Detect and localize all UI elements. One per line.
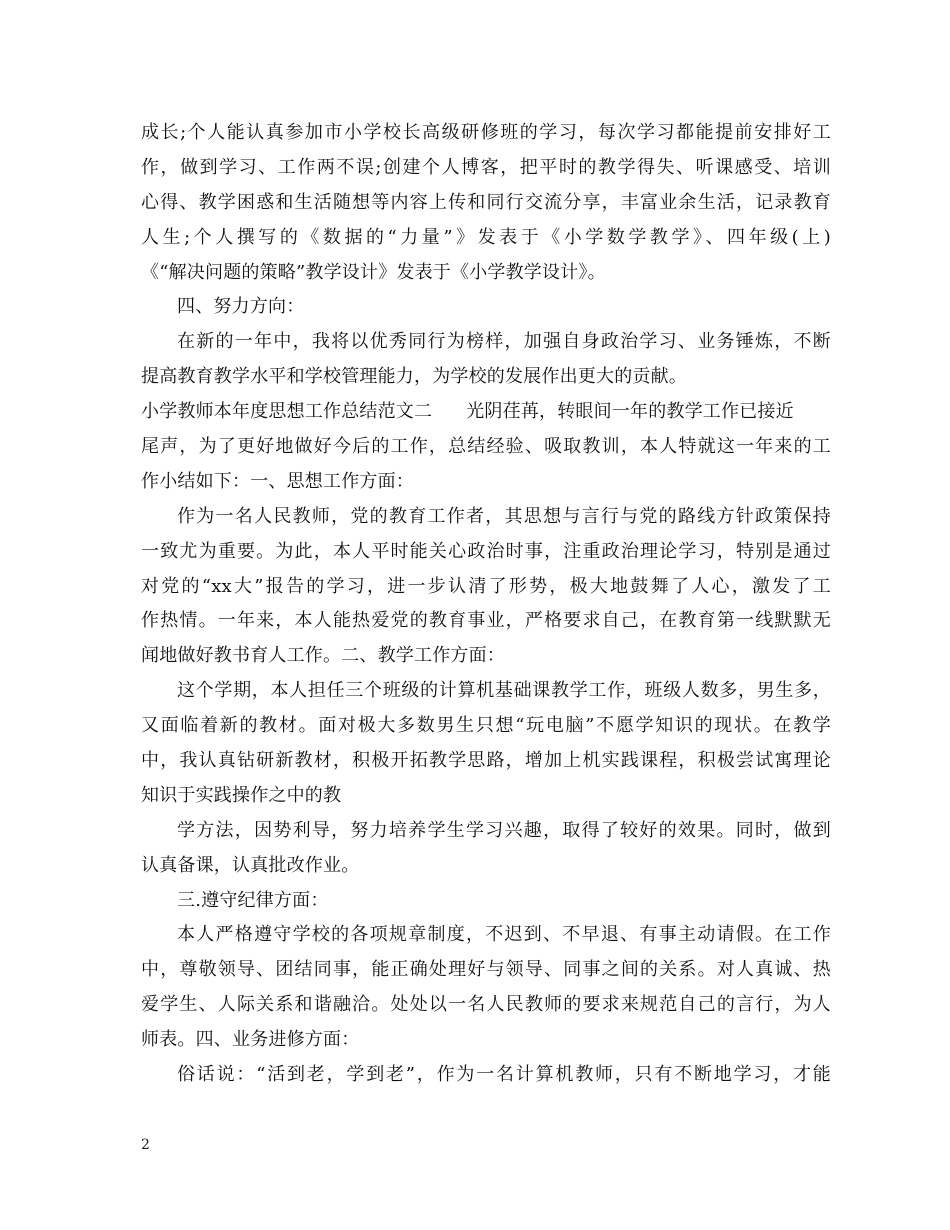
- text-line: 中，我认真钻研新教材，积极开拓教学思路，增加上机实践课程，积极尝试寓理论: [141, 750, 831, 772]
- text-line: 俗话说：“活到老，学到老”，作为一名计算机教师，只有不断地学习，才能: [177, 1064, 831, 1086]
- text-line: 闻地做好教书育人工作。二、教学工作方面：: [141, 645, 505, 667]
- page-number: 2: [141, 1137, 150, 1153]
- text-line: 尾声，为了更好地做好今后的工作，总结经验、吸取教训，本人特就这一年来的工: [141, 436, 831, 458]
- text-line: 作为一名人民教师，党的教育工作者，其思想与言行与党的路线方针政策保持: [177, 505, 831, 527]
- text-line: 爱学生、人际关系和谐融洽。处处以一名人民教师的要求来规范自己的言行，为人: [141, 994, 831, 1016]
- text-line-continuation: 光阴荏苒，转眼间一年的教学工作已接近: [466, 401, 794, 423]
- text-line: 一致尤为重要。为此，本人平时能关心政治时事，注重政治理论学习，特别是通过: [141, 540, 831, 562]
- text-line: [141, 395, 831, 430]
- text-line: 作，做到学习、工作两不误;创建个人博客，把平时的教学得失、听课感受、培训: [141, 156, 831, 178]
- text-line: 中，尊敬领导、团结同事，能正确处理好与领导、同事之间的关系。对人真诚、热: [141, 959, 831, 981]
- text-line: 本人严格遵守学校的各项规章制度，不迟到、不早退、有事主动请假。在工作: [177, 924, 831, 946]
- text-line: 又面临着新的教材。面对极大多数男生只想“玩电脑”不愿学知识的现状。在教学: [141, 715, 831, 737]
- body-text: [141, 116, 831, 1093]
- text-line: 在新的一年中，我将以优秀同行为榜样，加强自身政治学习、业务锤炼，不断: [177, 331, 831, 353]
- text-line: 作小结如下：一、思想工作方面：: [141, 470, 414, 492]
- text-line: 《“解决问题的策略”教学设计》发表于《小学教学设计》。: [141, 261, 606, 283]
- text-line: 人生;个人撰写的《数据的“力量”》发表于《小学数学教学》、四年级(上): [141, 226, 831, 248]
- text-line: 知识于实践操作之中的教: [141, 784, 342, 806]
- text-line: 成长;个人能认真参加市小学校长高级研修班的学习，每次学习都能提前安排好工: [141, 122, 831, 143]
- text-line: 师表。四、业务进修方面：: [141, 1029, 360, 1051]
- text-line: 学方法，因势利导，努力培养学生学习兴趣，取得了较好的效果。同时，做到: [177, 819, 831, 841]
- text-line: 心得、教学困惑和生活随想等内容上传和同行交流分享，丰富业余生活，记录教育: [141, 191, 831, 213]
- text-line: 提高教育教学水平和学校管理能力，为学校的发展作出更大的贡献。: [141, 366, 687, 388]
- text-line: 对党的“xx大”报告的学习，进一步认清了形势，极大地鼓舞了人心，激发了工: [141, 575, 831, 597]
- text-line: 认真备课，认真批改作业。: [141, 854, 360, 876]
- text-line: 作热情。一年来，本人能热爱党的教育事业，严格要求自己，在教育第一线默默无: [141, 610, 831, 632]
- section-heading: 三.遵守纪律方面：: [177, 889, 329, 911]
- article-title: 小学教师本年度思想工作总结范文二: [141, 401, 433, 423]
- text-line: 这个学期，本人担任三个班级的计算机基础课教学工作，班级人数多，男生多，: [177, 680, 831, 702]
- section-heading: 四、努力方向：: [177, 296, 305, 318]
